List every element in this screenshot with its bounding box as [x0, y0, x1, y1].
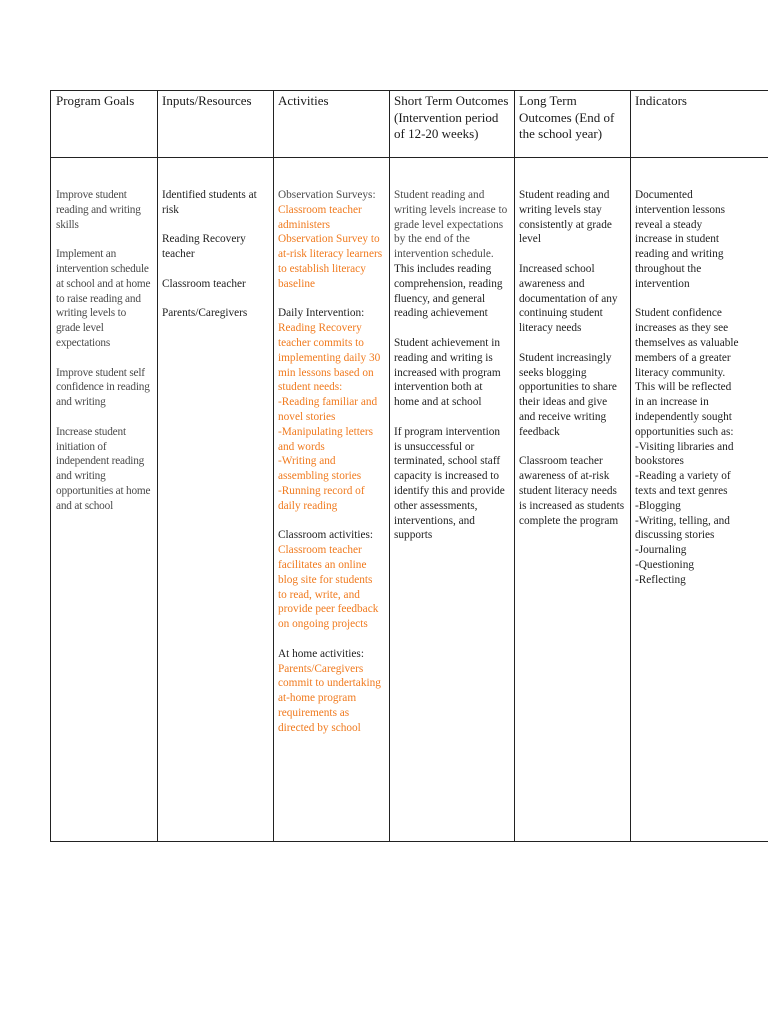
header-divider — [51, 157, 768, 158]
program-goal-item: Improve student self confidence in reading and writing — [56, 366, 150, 409]
indicator-list-item: -Questioning — [635, 558, 694, 571]
activity-detail: Reading Recovery teacher commits to implementing daily 30 min lessons based on student needs: — [278, 322, 381, 394]
resource-item: Reading Recovery teacher — [162, 233, 246, 261]
activity-observation — [278, 188, 384, 292]
indicator-list-item: -Journaling — [635, 544, 687, 557]
program-goal-item: Improve student reading and writing skills — [56, 189, 141, 231]
header-inputs-resources: Inputs/Resources — [162, 93, 252, 108]
long-term-outcome: Increased school awareness and documentation of any continuing student literacy needs — [519, 262, 618, 335]
program-goal-item: Implement an intervention schedule at school and at home to raise reading and writing levels to grade level expectations — [56, 248, 151, 349]
indicator-item: Documented intervention lessons reveal a steady increase in student reading and writing throughout the intervention — [635, 189, 726, 290]
short-term-outcome-lead: Student reading and writing levels increase to grade level expectations by the end of the intervention schedule. — [394, 189, 508, 261]
activity-at-home — [278, 647, 384, 736]
long-term-outcomes-cell — [516, 188, 628, 543]
activity-detail: Parents/Caregivers commit to undertaking at-home program requirements as directed by school — [278, 662, 381, 734]
long-term-outcome: Student reading and writing levels stay consistently at grade level — [519, 189, 612, 246]
indicator-text: Student confidence increases as they see themselves as valuable members of a greater literacy community. This will be reflected in an increase in independently sought opportunities such as: — [635, 307, 739, 438]
program-goals-cell — [53, 188, 155, 528]
short-term-outcome: Student achievement in reading and writing is increased with program intervention both at home and at school — [394, 336, 501, 409]
column-divider — [157, 91, 158, 841]
activity-heading: Daily Intervention: — [278, 307, 365, 320]
header-indicators: Indicators — [635, 93, 687, 108]
column-divider — [273, 91, 274, 841]
column-divider — [630, 91, 631, 841]
short-term-outcome-rest: This includes reading comprehension, reading fluency, and general reading achievement — [394, 262, 503, 320]
header-program-goals: Program Goals — [56, 93, 135, 108]
inputs-resources-cell — [159, 188, 271, 336]
activity-list-item: -Running record of daily reading — [278, 484, 365, 512]
indicator-item — [635, 306, 741, 587]
indicator-list-item: -Visiting libraries and bookstores — [635, 440, 734, 468]
activity-daily-intervention — [278, 306, 384, 513]
activity-list-item: -Manipulating letters and words — [278, 425, 374, 453]
long-term-outcome: Classroom teacher awareness of at-risk student literacy needs is increased as students complete the program — [519, 455, 625, 527]
activity-list-item: -Writing and assembling stories — [278, 455, 362, 483]
program-goal-item: Increase student initiation of independent reading and writing opportunities at home and at school — [56, 425, 151, 512]
indicators-cell — [632, 188, 744, 602]
resource-item: Identified students at risk — [162, 189, 257, 216]
short-term-outcome — [394, 188, 509, 321]
activity-heading: At home activities: — [278, 647, 364, 660]
short-term-outcomes-cell — [391, 188, 512, 558]
header-short-term-outcomes: Short Term Outcomes (Intervention period of 12-20 weeks) — [394, 93, 509, 141]
column-divider — [389, 91, 390, 841]
activities-cell — [275, 188, 387, 750]
short-term-outcome: If program intervention is unsuccessful or terminated, school staff capacity is increased to identify this and provide other assessments, interventions, and supports — [394, 425, 505, 542]
activity-heading: Observation Surveys: — [278, 189, 376, 201]
header-long-term-outcomes: Long Term Outcomes (End of the school year) — [519, 93, 615, 141]
indicator-list-item: -Blogging — [635, 499, 681, 512]
indicator-list-item: -Reflecting — [635, 573, 686, 586]
long-term-outcome: Student increasingly seeks blogging opportunities to share their ideas and give and receive writing feedback — [519, 351, 617, 438]
activity-list-item: -Reading familiar and novel stories — [278, 396, 378, 423]
indicator-list-item: -Reading a variety of texts and text genres — [635, 470, 731, 497]
activity-detail: Classroom teacher administers Observation Survey to at-risk literacy learners to establish literacy baseline — [278, 203, 383, 290]
activity-heading: Classroom activities: — [278, 529, 374, 542]
resource-item: Parents/Caregivers — [162, 307, 248, 320]
activity-classroom — [278, 528, 384, 632]
column-divider — [514, 91, 515, 841]
resource-item: Classroom teacher — [162, 277, 246, 290]
logic-model-table — [50, 90, 768, 842]
indicator-list-item: -Writing, telling, and discussing stories — [635, 514, 730, 542]
header-activities: Activities — [278, 93, 329, 108]
activity-detail: Classroom teacher facilitates an online blog site for students to read, write, and provide peer feedback on ongoing projects — [278, 544, 379, 631]
